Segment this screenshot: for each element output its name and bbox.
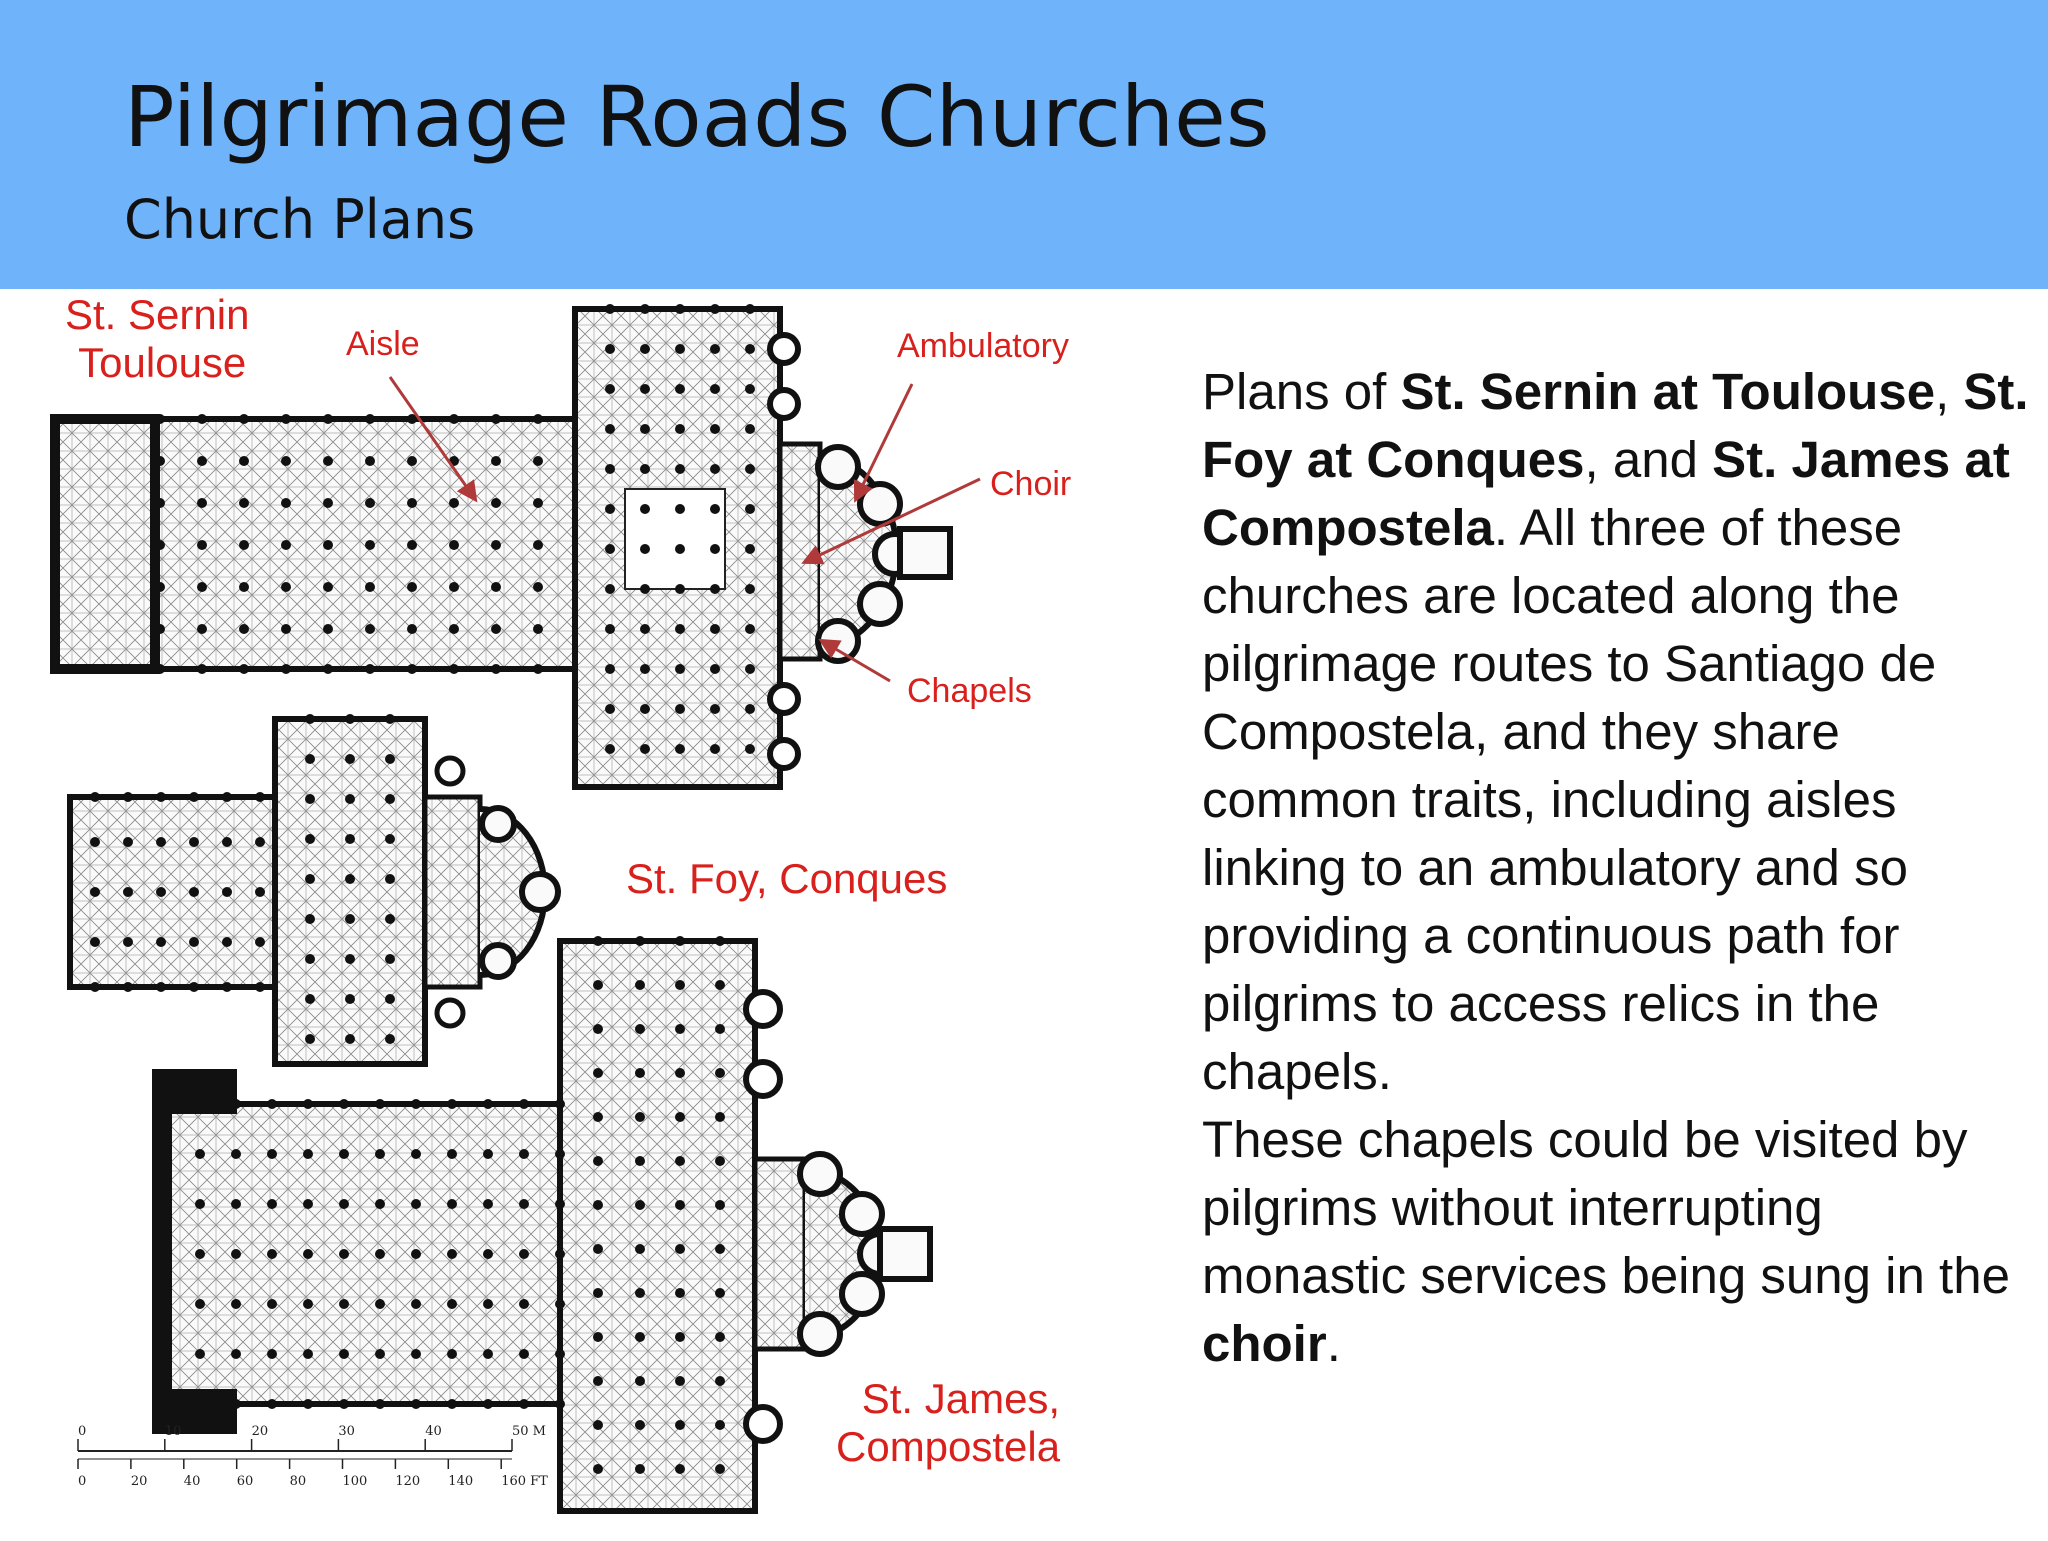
scale-label-feet: 20 xyxy=(130,1474,148,1489)
scale-label-feet: 140 xyxy=(448,1474,474,1489)
description-text xyxy=(1202,358,2032,1378)
scale-label-meters: 50 M xyxy=(512,1424,546,1439)
floor-plans-drawing xyxy=(0,289,1130,1536)
description-paragraph-1 xyxy=(1202,358,2032,1106)
scale-label-meters: 10 xyxy=(164,1424,182,1439)
scale-label-feet: 40 xyxy=(183,1474,201,1489)
callout-chapels: Chapels xyxy=(907,672,1032,710)
text-run: , and xyxy=(1584,431,1713,488)
callout-aisle: Aisle xyxy=(346,325,420,363)
scale-label-feet: 160 FT xyxy=(501,1474,548,1489)
text-run: These chapels could be visited by pilgrims without interrupting monastic services being sung in the xyxy=(1202,1111,2010,1304)
text-bold-foy: St. Foy at Conques xyxy=(1202,363,2029,488)
label-st-sernin-line1: St. Sernin xyxy=(65,291,250,338)
label-st-james xyxy=(836,1375,1060,1472)
scale-label-feet: 120 xyxy=(395,1474,421,1489)
text-run: , xyxy=(1935,363,1964,420)
label-st-foy: St. Foy, Conques xyxy=(626,855,948,902)
scale-label-meters: 40 xyxy=(425,1424,442,1439)
slide-header xyxy=(0,0,2048,289)
callout-ambulatory: Ambulatory xyxy=(897,327,1069,365)
scale-label-meters: 0 xyxy=(78,1424,87,1439)
scale-label-feet: 60 xyxy=(236,1474,254,1489)
text-bold-sernin: St. Sernin at Toulouse xyxy=(1400,363,1936,420)
callout-choir: Choir xyxy=(990,465,1072,503)
label-st-sernin-line2: Toulouse xyxy=(78,339,247,387)
scale-bar xyxy=(78,1424,548,1489)
text-run: Plans of xyxy=(1202,363,1401,420)
scale-label-meters: 30 xyxy=(338,1424,355,1439)
text-bold-choir: choir xyxy=(1202,1315,1327,1372)
label-st-james-line2: Compostela xyxy=(836,1423,1061,1471)
slide-subtitle: Church Plans xyxy=(124,188,476,251)
scale-label-feet: 100 xyxy=(342,1474,368,1489)
scale-label-feet: 0 xyxy=(78,1474,87,1489)
plan-st-foy xyxy=(70,714,558,1064)
church-plans-figure xyxy=(0,289,1130,1536)
text-run: . All three of these churches are located along the pilgrimage routes to Santiago de Compostela, and they share common traits, including aisles linking to an ambulatory and so providing a continuous path for pilgrims to access relics in the chapels. xyxy=(1202,499,1937,1100)
text-run: . xyxy=(1326,1315,1341,1372)
scale-label-feet: 80 xyxy=(289,1474,307,1489)
description-paragraph-2 xyxy=(1202,1106,2032,1378)
label-st-sernin xyxy=(65,291,249,388)
slide-title: Pilgrimage Roads Churches xyxy=(124,68,1270,166)
scale-label-meters: 20 xyxy=(251,1424,269,1439)
text-bold-james: St. James at Compostela xyxy=(1202,431,2010,556)
label-st-james-line1: St. James, xyxy=(861,1375,1061,1422)
